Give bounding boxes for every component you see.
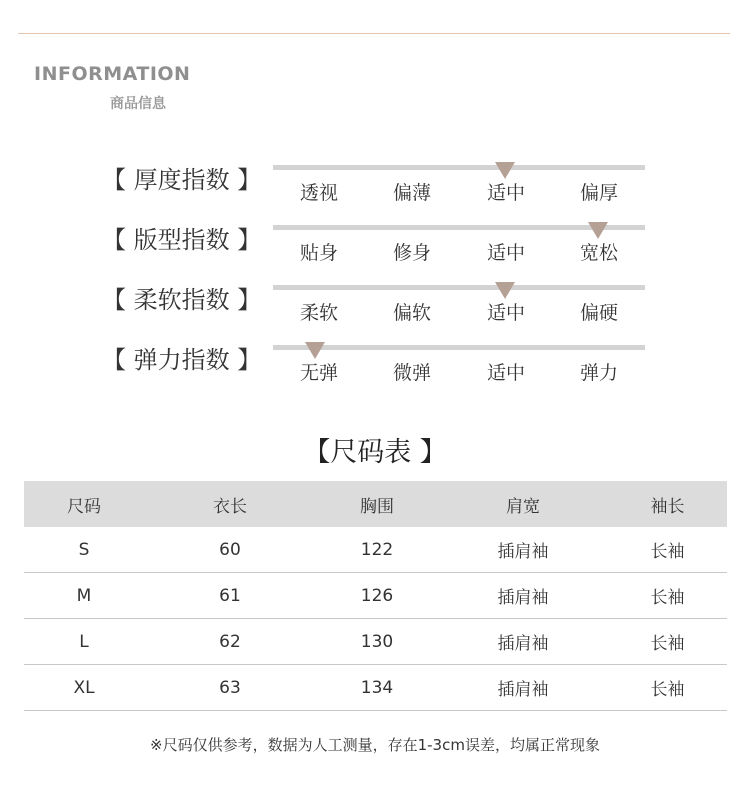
table-row [24, 527, 727, 573]
index-option: 适中 [486, 362, 525, 384]
scale-marker-icon [495, 162, 515, 179]
table-cell: 长袖 [650, 588, 685, 608]
table-cell: 62 [219, 631, 241, 652]
header-cell-shoulder: 肩宽 [506, 496, 540, 517]
index-row [0, 220, 750, 270]
info-subtitle: 商品信息 [110, 96, 166, 112]
table-cell: 插肩袖 [497, 680, 549, 700]
index-label: 【 版型指数 】 [102, 226, 262, 254]
size-table-title: 【尺码表 】 [303, 437, 447, 468]
table-cell: 插肩袖 [497, 588, 549, 608]
index-option: 无弹 [299, 362, 338, 384]
index-option: 宽松 [579, 242, 618, 264]
top-divider [18, 33, 730, 34]
table-row [24, 573, 727, 619]
table-cell: M [76, 585, 92, 606]
table-cell: XL [73, 677, 95, 698]
index-option: 微弹 [392, 362, 431, 384]
table-cell: 长袖 [650, 680, 685, 700]
index-scale-bar [273, 165, 645, 170]
table-cell: 130 [360, 631, 394, 652]
header-cell-sleeve: 袖长 [650, 496, 685, 517]
index-row [0, 280, 750, 330]
table-cell: 长袖 [650, 634, 685, 654]
table-cell: 126 [360, 585, 394, 606]
scale-marker-icon [495, 282, 515, 299]
index-row [0, 340, 750, 390]
index-option: 柔软 [299, 302, 338, 324]
table-cell: 63 [219, 677, 241, 698]
header-cell-length: 衣长 [213, 496, 247, 517]
scale-marker-icon [305, 342, 325, 359]
index-option: 适中 [486, 242, 525, 264]
header-cell-size: 尺码 [67, 496, 101, 517]
table-cell: S [78, 539, 90, 560]
info-title: INFORMATION [34, 63, 191, 85]
size-note: ※尺码仅供参考，数据为人工测量，存在1-3cm误差，均属正常现象 [150, 736, 600, 754]
index-option: 适中 [486, 182, 525, 204]
index-label: 【 厚度指数 】 [102, 166, 262, 194]
index-option: 偏薄 [392, 182, 431, 204]
index-option: 偏软 [392, 302, 431, 324]
table-cell: 134 [360, 677, 394, 698]
index-option: 适中 [486, 302, 525, 324]
size-table [24, 481, 727, 711]
index-label: 【 弹力指数 】 [102, 346, 262, 374]
table-cell: 长袖 [650, 542, 685, 562]
index-scale-bar [273, 285, 645, 290]
header-cell-chest: 胸围 [360, 496, 394, 517]
table-cell: L [79, 631, 89, 652]
table-cell: 插肩袖 [497, 542, 549, 562]
index-option: 透视 [299, 182, 338, 204]
index-option: 修身 [392, 242, 431, 264]
table-cell: 插肩袖 [497, 634, 549, 654]
table-cell: 61 [219, 585, 241, 606]
index-option: 偏厚 [579, 182, 618, 204]
scale-marker-icon [588, 222, 608, 239]
index-option: 弹力 [579, 362, 618, 384]
index-scale-bar [273, 345, 645, 350]
table-cell: 122 [360, 539, 394, 560]
index-option: 偏硬 [579, 302, 618, 324]
table-cell: 60 [219, 539, 241, 560]
table-row [24, 665, 727, 711]
index-label: 【 柔软指数 】 [102, 286, 262, 314]
index-option: 贴身 [299, 242, 338, 264]
table-header-row [24, 481, 727, 527]
table-row [24, 619, 727, 665]
index-row [0, 160, 750, 210]
